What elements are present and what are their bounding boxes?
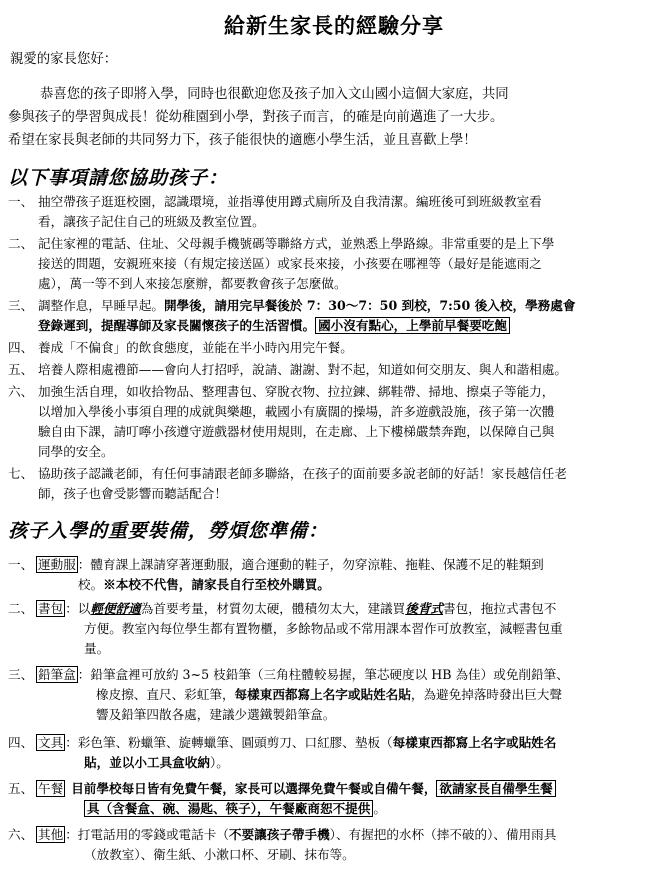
section-heading: 孩子入學的重要裝備，勞煩您準備：	[8, 520, 329, 542]
item-line: 以增加入學後小事須自理的成就與樂趣，載國小有廣闊的操場，許多遊戲設施，孩子第一次體	[38, 404, 555, 419]
item-number: 七、	[8, 466, 34, 481]
item-line: 其他 ：打電話用的零錢或電話卡（不要讓孩子帶手機）、有握把的水杯（摔不破的）、備用雨具	[38, 827, 557, 842]
item-number: 一、	[8, 557, 34, 572]
item-line: 鉛筆盒 ：鉛筆盒裡可放約 3~5 枝鉛筆（三角柱體較易握，筆芯硬度以 HB 為佳）或免削鉛筆、	[38, 667, 569, 682]
lunch-notice-box: 具（含餐盒、碗、湯匙、筷子），午餐廠商恕不提供	[84, 800, 373, 817]
item-line: 書包 ：以輕便舒適為首要考量，材質勿太硬，體積勿太大，建議買後背式書包，拖拉式書包不	[38, 601, 557, 616]
breakfast-notice-box: 國小沒有點心，上學前早餐要吃飽	[315, 317, 510, 334]
item-line: （放教室）、衛生紙、小漱口杯、牙刷、抹布等。	[84, 847, 355, 862]
item-number: 四、	[8, 340, 34, 355]
item-line: 同學的安全。	[38, 444, 114, 459]
item-line: 師，孩子也會受影響而聽話配合！	[38, 486, 227, 501]
item-number: 二、	[8, 601, 34, 616]
item-line: 抽空帶孩子逛逛校園，認識環境，並指導使用蹲式廁所及自我清潔。編班後可到班級教室看	[38, 194, 542, 209]
section-heading: 以下事項請您協助孩子：	[8, 167, 229, 189]
item-line: 量。	[84, 641, 110, 656]
label-box: 午餐	[38, 781, 64, 796]
item-line: 午餐 目前學校每日皆有免費午餐，家長可以選擇免費午餐或自備午餐， 欲請家長自備學生餐	[36, 779, 556, 800]
item-number: 一、	[8, 194, 34, 209]
item-line: 登錄遲到，提醒導師及家長關懷孩子的生活習慣。 國小沒有點心，上學前早餐要吃飽	[38, 316, 510, 337]
lunch-notice-box: 欲請家長自備學生餐	[436, 780, 555, 797]
item-number: 五、	[8, 362, 34, 377]
item-number: 六、	[8, 384, 34, 399]
item-line: 具（含餐盒、碗、湯匙、筷子），午餐廠商恕不提供 。	[84, 799, 386, 820]
item-number: 六、	[8, 827, 34, 842]
greeting: 親愛的家長您好：	[10, 52, 118, 67]
item-number: 三、	[8, 667, 34, 682]
item-line: 校。※本校不代售，請家長自行至校外購買。	[78, 577, 330, 592]
label-box: 文具	[38, 735, 64, 750]
item-line: 運動服 ：體育課上課請穿著運動服，適合運動的鞋子，勿穿涼鞋、拖鞋、保護不足的鞋類到	[38, 557, 544, 572]
item-number: 三、	[8, 298, 34, 313]
item-line: 加強生活自理，如收拾物品、整理書包、穿脫衣物、拉拉鍊、綁鞋帶、掃地、擦桌子等能力，	[38, 384, 555, 399]
item-line: 處），萬一等不到人來接怎麼辦，都要教會孩子怎麼做。	[38, 276, 347, 291]
label-box: 鉛筆盒	[38, 667, 76, 682]
item-line: 記住家裡的電話、住址、父母親手機號碼等聯絡方式，並熟悉上學路線。非常重要的是上下學	[38, 236, 555, 251]
item-line: 協助孩子認識老師，有任何事請跟老師多聯絡，在孩子的面前要多說老師的好話！家長越信任老	[38, 466, 567, 481]
arrival-time-notice: 開學後，請用完早餐後於 7：30～7：50 到校，7:50 後入校，學務處會	[163, 298, 576, 313]
item-line: 看，讓孩子記住自己的班級及教室位置。	[38, 214, 265, 229]
item-line: 文具 ：彩色筆、粉蠟筆、旋轉蠟筆、圓頭剪刀、口紅膠、墊板（每樣東西都寫上名字或貼姓名	[38, 735, 557, 750]
item-line: 養成「不偏食」的飲食態度，並能在半小時內用完午餐。	[38, 340, 353, 355]
item-number: 四、	[8, 735, 34, 750]
label-box: 運動服	[38, 557, 76, 572]
item-number: 二、	[8, 236, 34, 251]
item-line: 培養人際相處禮節——會向人打招呼，說請、謝謝、對不起，知道如何交朋友、與人和諧相處。	[38, 362, 567, 377]
intro-line: 參與孩子的學習與成長！從幼稚園到小學，對孩子而言，的確是向前邁進了一大步。	[8, 110, 504, 125]
item-number: 五、	[8, 781, 34, 796]
item-line: 貼，並以小工具盒收納）。	[84, 755, 229, 770]
item-line: 調整作息，早睡早起。開學後，請用完早餐後於 7：30～7：50 到校，7:50 後入校，學務處會	[38, 298, 576, 313]
item-line: 驗自由下課，請叮嚀小孩遵守遊戲器材使用規則，在走廊、上下樓梯嚴禁奔跑，以保障自己與	[38, 424, 555, 439]
item-line: 接送的問題，安親班來接（有規定接送區）或家長來接，小孩要在哪裡等（最好是能遮雨之	[38, 256, 542, 271]
intro-line: 恭喜您的孩子即將入學，同時也很歡迎您及孩子加入文山國小這個大家庭，共同	[40, 87, 509, 102]
label-box: 書包	[38, 601, 64, 616]
intro-line: 希望在家長與老師的共同努力下，孩子能很快的適應小學生活，並且喜歡上學！	[8, 133, 477, 148]
document-title: 給新生家長的經驗分享	[224, 14, 444, 38]
item-line: 響及鉛筆四散各處，建議少選鐵製鉛筆盒。	[96, 707, 336, 722]
label-box: 其他	[38, 827, 64, 842]
item-line: 橡皮擦、直尺、彩虹筆，每樣東西都寫上名字或貼姓名貼，為避免掉落時發出巨大聲	[96, 687, 562, 702]
item-line: 方便。教室內每位學生都有置物櫃，多餘物品或不常用課本習作可放教室，減輕書包重	[84, 621, 563, 636]
